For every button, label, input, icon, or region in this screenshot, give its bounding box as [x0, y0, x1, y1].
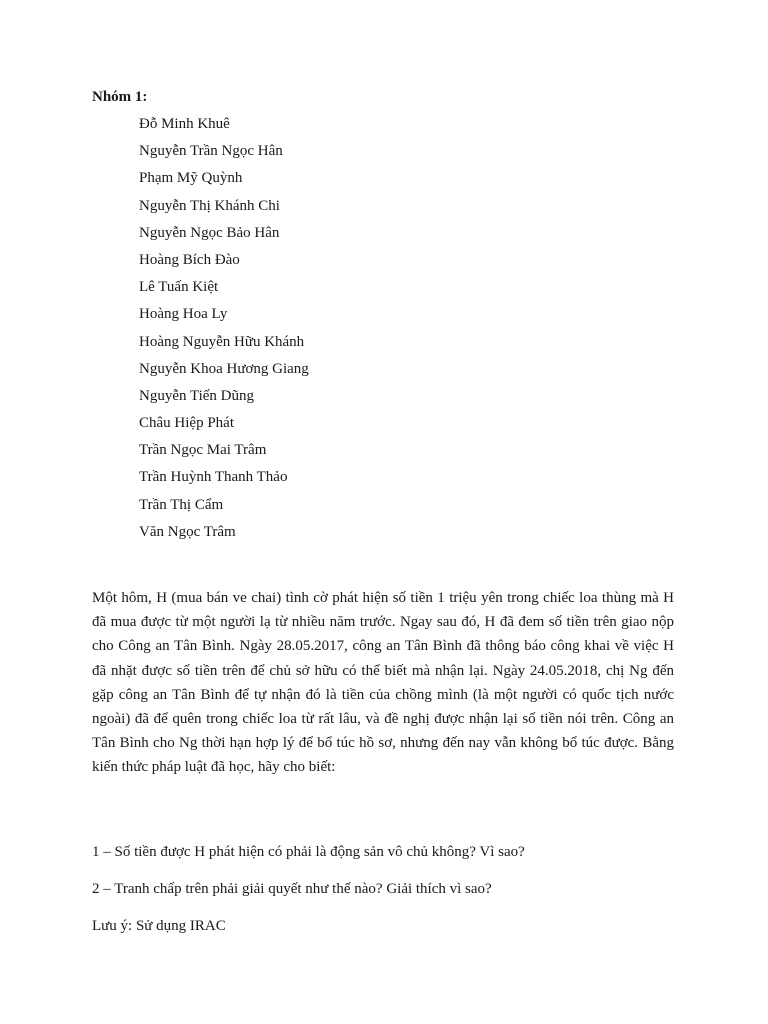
member-name: Trần Huỳnh Thanh Thảo — [139, 469, 288, 486]
member-name: Châu Hiệp Phát — [139, 415, 234, 432]
member-name: Trần Thị Cẩm — [139, 496, 224, 513]
member-name: Lê Tuấn Kiệt — [139, 279, 219, 296]
note-text: Lưu ý: Sử dụng IRAC — [92, 918, 226, 934]
member-name: Nguyễn Tiến Dũng — [139, 387, 255, 404]
member-name: Đỗ Minh Khuê — [139, 116, 230, 132]
question-1: 1 – Số tiền được H phát hiện có phải là động sản vô chủ không? Vì sao? — [92, 844, 525, 860]
group-title: Nhóm 1: — [92, 89, 148, 105]
member-name: Hoàng Bích Đào — [139, 251, 240, 268]
case-paragraph: Một hôm, H (mua bán ve chai) tình cờ phát hiện số tiền 1 triệu yên trong chiếc loa thùng mà H đã mua được từ một người lạ từ nhiều năm trước. Ngay sau đó, H đã đem số tiền trên giao nộp cho Công an Tân Bình. Ngày 28.05.2017, công an Tân Bình đã thông báo công khai về việc H đã nhặt được số tiền trên để chủ sở hữu có thể biết mà nhận lại. Ngày 24.05.2018, chị Ng đến gặp công an Tân Bình để tự nhận đó là tiền của chồng mình (là một người có quốc tịch nước ngoài) đã để quên trong chiếc loa từ rất lâu, và đề nghị được nhận lại số tiền nói trên. Công an Tân Bình cho Ng thời hạn hợp lý để bổ túc hồ sơ, nhưng đến nay vẫn không bổ túc được. Bằng kiến thức pháp luật đã học, hãy cho biết: — [92, 590, 674, 776]
member-name: Phạm Mỹ Quỳnh — [139, 170, 243, 187]
question-2: 2 – Tranh chấp trên phải giải quyết như thế nào? Giải thích vì sao? — [92, 881, 492, 897]
member-name: Trần Ngọc Mai Trâm — [139, 442, 267, 459]
member-list — [139, 114, 309, 549]
member-name: Hoàng Hoa Ly — [139, 306, 228, 323]
member-name: Văn Ngọc Trâm — [139, 523, 236, 540]
member-name: Hoàng Nguyễn Hữu Khánh — [139, 333, 305, 350]
member-name: Nguyễn Trần Ngọc Hân — [139, 143, 283, 160]
member-name: Nguyễn Khoa Hương Giang — [139, 360, 309, 377]
member-name: Nguyễn Thị Khánh Chi — [139, 197, 280, 214]
member-name: Nguyễn Ngọc Bảo Hân — [139, 224, 280, 241]
